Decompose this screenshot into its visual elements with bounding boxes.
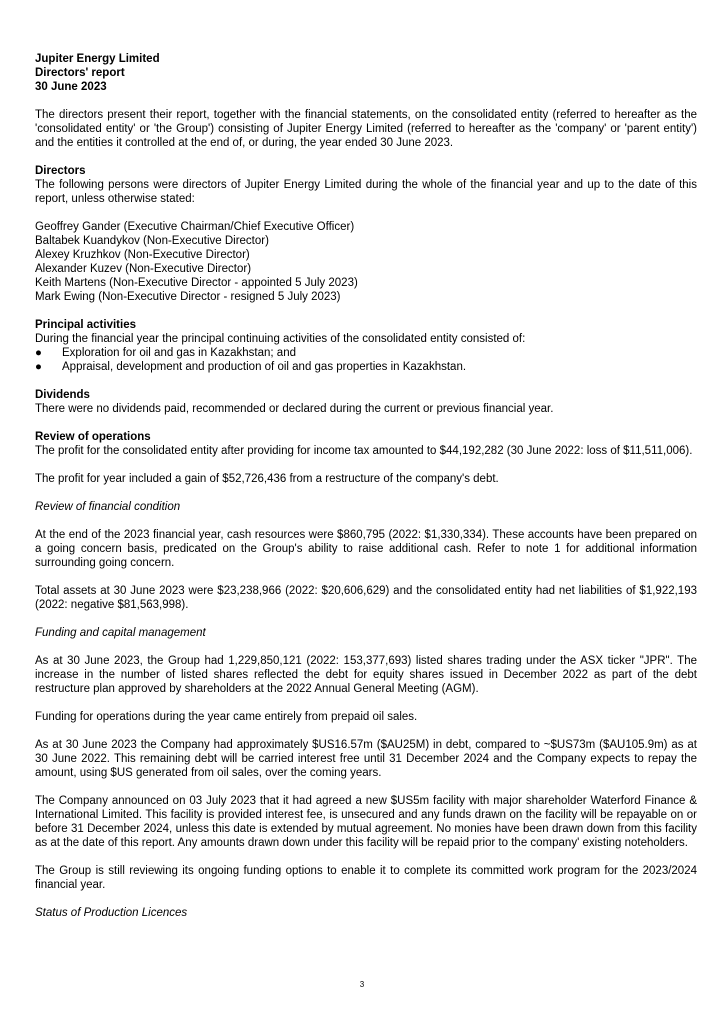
activity-item: Exploration for oil and gas in Kazakhstan; and <box>62 347 296 359</box>
principal-activities-heading: Principal activities <box>35 319 136 331</box>
bullet-icon: ● <box>35 361 42 373</box>
list-item <box>35 346 697 360</box>
profit-paragraph: The profit for the consolidated entity after providing for income tax amounted to $44,192,282 (30 June 2022: loss of $11,511,006). <box>35 445 693 457</box>
bullet-icon: ● <box>35 347 42 359</box>
page-number: 3 <box>359 980 365 989</box>
director-item: Baltabek Kuandykov (Non-Executive Director) <box>35 235 269 247</box>
directors-text: The following persons were directors of Jupiter Energy Limited during the whole of the financial year and up to the date of this report, unless otherwise stated: <box>35 179 697 205</box>
intro-paragraph: The directors present their report, together with the financial statements, on the consolidated entity (referred to hereafter as the 'consolidated entity' or 'the Group') consisting of Jupiter Energy Limited (referred to hereafter as the 'company' or 'parent entity') and the entities it controlled at the end of, or during, the year ended 30 June 2023. <box>35 109 697 149</box>
report-title: Directors' report <box>35 67 125 79</box>
list-item <box>35 360 697 374</box>
production-licences-heading: Status of Production Licences <box>35 907 188 919</box>
director-item: Alexey Kruzhkov (Non-Executive Director) <box>35 249 250 261</box>
funding-options-paragraph: The Group is still reviewing its ongoing funding options to enable it to complete its committed work program for the 2023/2024 financial year. <box>35 865 697 891</box>
directors-heading: Directors <box>35 165 86 177</box>
facility-paragraph: The Company announced on 03 July 2023 that it had agreed a new $US5m facility with major shareholder Waterford Finance & International Limited. This facility is provided interest fee, is unsecured and any funds drawn on the facility will be repayable on or before 31 December 2024, unless this date is extended by mutual agreement. No monies have been drawn down from this facility as at the date of this report. Any amounts drawn down under this facility will be repaid prior to the company' existing noteholders. <box>35 795 697 849</box>
company-name: Jupiter Energy Limited <box>35 53 160 65</box>
gain-paragraph: The profit for year included a gain of $52,726,436 from a restructure of the company's debt. <box>35 473 499 485</box>
funding-operations-paragraph: Funding for operations during the year came entirely from prepaid oil sales. <box>35 711 418 723</box>
financial-condition-heading: Review of financial condition <box>35 501 181 513</box>
listed-shares-paragraph: As at 30 June 2023, the Group had 1,229,850,121 (2022: 153,377,693) listed shares trading under the ASX ticker "JPR". The increase in the number of listed shares reflected the debt for equity shares issued in December 2022 as part of the debt restructure plan approved by shareholders at the 2022 Annual General Meeting (AGM). <box>35 655 697 695</box>
director-item: Geoffrey Gander (Executive Chairman/Chief Executive Officer) <box>35 221 355 233</box>
director-item: Keith Martens (Non-Executive Director - appointed 5 July 2023) <box>35 277 358 289</box>
total-assets-paragraph: Total assets at 30 June 2023 were $23,238,966 (2022: $20,606,629) and the consolidated entity had net liabilities of $1,922,193 (2022: negative $81,563,998). <box>35 585 697 611</box>
document-page <box>35 52 697 920</box>
funding-heading: Funding and capital management <box>35 627 206 639</box>
dividends-heading: Dividends <box>35 389 90 401</box>
debt-paragraph: As at 30 June 2023 the Company had approximately $US16.57m ($AU25M) in debt, compared to ~$US73m ($AU105.9m) as at 30 June 2022. This remaining debt will be carried interest free until 31 December 2024 and the Company expects to repay the amount, using $US generated from oil sales, over the coming years. <box>35 739 697 779</box>
director-item: Mark Ewing (Non-Executive Director - resigned 5 July 2023) <box>35 291 341 303</box>
review-of-operations-heading: Review of operations <box>35 431 151 443</box>
director-item: Alexander Kuzev (Non-Executive Director) <box>35 263 252 275</box>
report-date: 30 June 2023 <box>35 81 107 93</box>
principal-activities-text: During the financial year the principal continuing activities of the consolidated entity consisted of: <box>35 333 526 345</box>
cash-resources-paragraph: At the end of the 2023 financial year, cash resources were $860,795 (2022: $1,330,334). These accounts have been prepared on a going concern basis, predicated on the Group's ability to raise additional cash. Refer to note 1 for additional information surrounding going concern. <box>35 529 697 569</box>
activity-item: Appraisal, development and production of oil and gas properties in Kazakhstan. <box>62 361 467 373</box>
dividends-text: There were no dividends paid, recommended or declared during the current or previous financial year. <box>35 403 554 415</box>
